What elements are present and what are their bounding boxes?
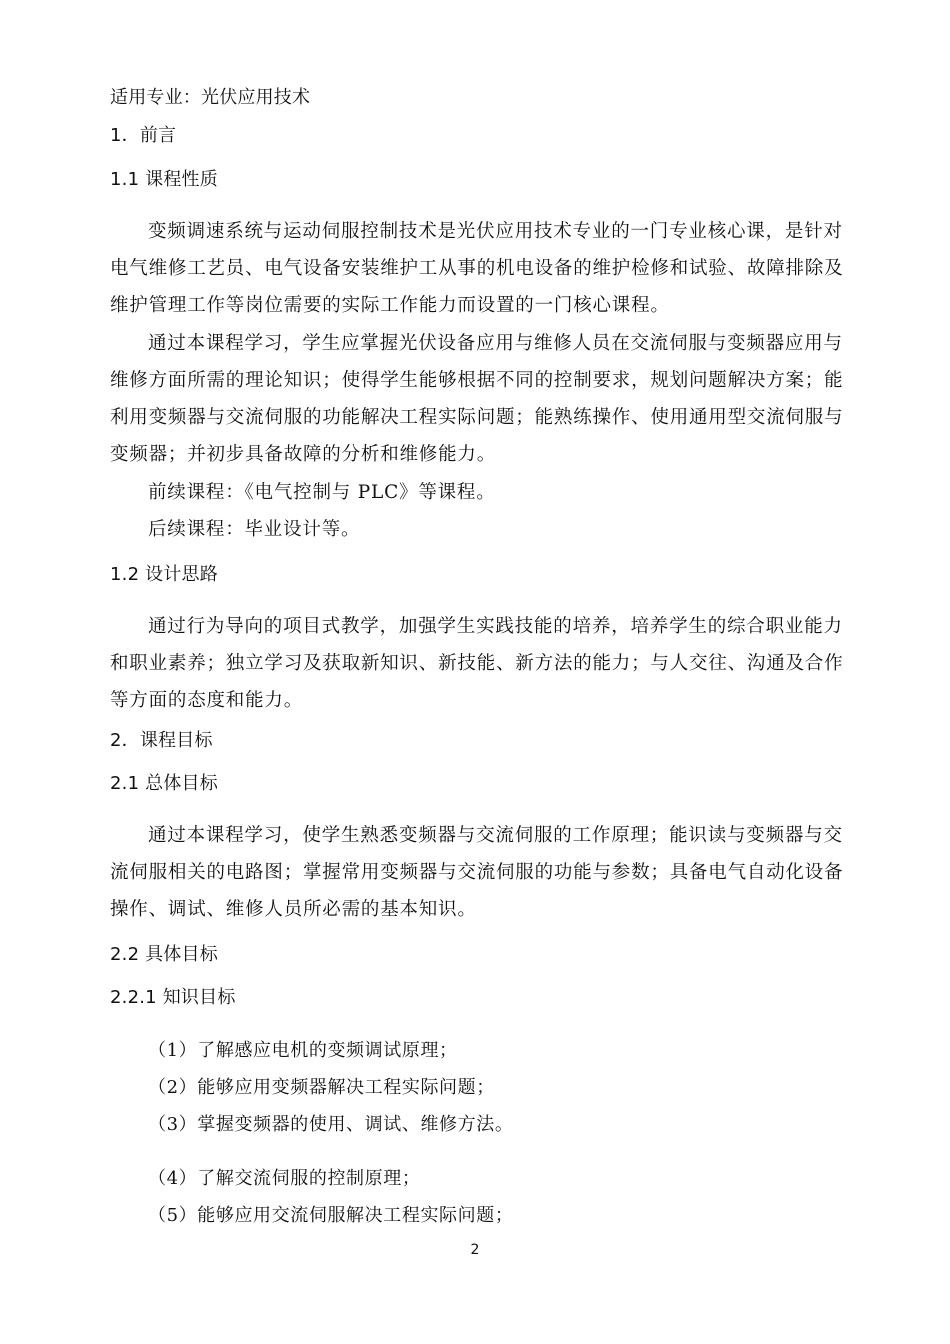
paragraph-line: 通过行为导向的项目式教学，加强学生实践技能的培养，培养学生的综合职业能力 [148,616,843,637]
paragraph-line: 等方面的态度和能力。 [110,690,304,711]
page-number: 2 [470,1242,480,1258]
paragraph-line: 利用变频器与交流伺服的功能解决工程实际问题；能熟练操作、使用通用型交流伺服与 [110,407,844,428]
section-2-1-title: 2.1 总体目标 [110,773,218,794]
paragraph-line: 维修方面所需的理论知识；使得学生能够根据不同的控制要求，规划问题解决方案；能 [110,370,844,391]
paragraph-line: 维护管理工作等岗位需要的实际工作能力而设置的一门核心课程。 [110,295,670,316]
paragraph-line: 和职业素养；独立学习及获取新知识、新技能、新方法的能力；与人交往、沟通及合作 [110,653,844,674]
paragraph-line: 通过本课程学习，学生应掌握光伏设备应用与维修人员在交流伺服与变频器应用与 [148,333,843,354]
list-item: （4）了解交流伺服的控制原理； [148,1168,421,1189]
paragraph-line: 电气维修工艺员、电气设备安装维护工从事的机电设备的维护检修和试验、故障排除及 [110,258,844,279]
section-2-2-title: 2.2 具体目标 [110,944,218,965]
subsequent-courses: 后续课程：毕业设计等。 [148,519,361,540]
section-1-1-title: 1.1 课程性质 [110,169,218,190]
paragraph-line: 变频调速系统与运动伺服控制技术是光伏应用技术专业的一门专业核心课，是针对 [148,221,843,242]
list-item: （5）能够应用交流伺服解决工程实际问题； [148,1205,514,1226]
section-2-2-1-title: 2.2.1 知识目标 [110,987,236,1008]
applicable-major: 适用专业：光伏应用技术 [110,87,311,108]
section-2-title: 2．课程目标 [110,730,213,751]
prerequisite-courses: 前续课程：《电气控制与 PLC》等课程。 [148,482,496,503]
section-1-2-title: 1.2 设计思路 [110,564,218,585]
paragraph-line: 操作、调试、维修人员所必需的基本知识。 [110,899,477,920]
list-item: （1）了解感应电机的变频调试原理； [148,1040,458,1061]
paragraph-line: 流伺服相关的电路图；掌握常用变频器与交流伺服的功能与参数；具备电气自动化设备 [110,862,844,883]
paragraph-line: 通过本课程学习，使学生熟悉变频器与交流伺服的工作原理；能识读与变频器与交 [148,825,843,846]
section-1-title: 1．前言 [110,125,177,146]
list-item: （3）掌握变频器的使用、调试、维修方法。 [148,1114,514,1135]
list-item: （2）能够应用变频器解决工程实际问题； [148,1077,495,1098]
paragraph-line: 变频器；并初步具备故障的分析和维修能力。 [110,444,497,465]
